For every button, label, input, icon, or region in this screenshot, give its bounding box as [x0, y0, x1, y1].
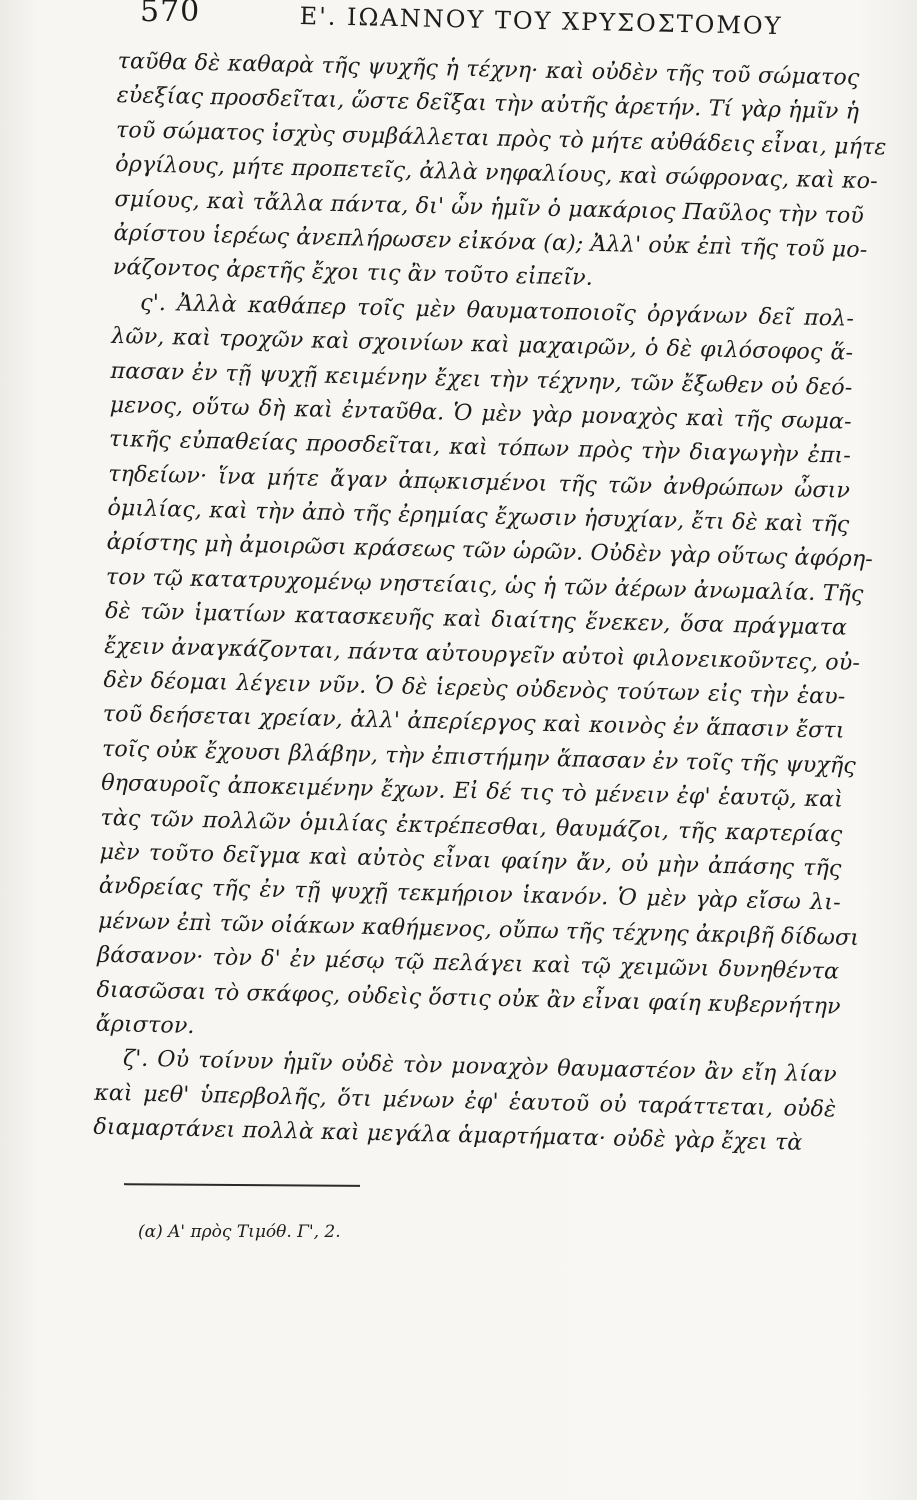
- page-header: [140, 0, 880, 44]
- text-line: ἀνδρείας τῆς ἐν τῇ ψυχῇ τεκμήριον ἱκανόν. Ὁ μὲν γὰρ εἴσω λι-: [98, 873, 841, 916]
- page-number: 570: [140, 0, 201, 29]
- footnote: (α) Α' πρὸς Τιμόθ. Γ', 2.: [138, 1222, 341, 1242]
- paragraph: [112, 44, 887, 302]
- text-line: λῶν, καὶ τροχῶν καὶ σχοινίων καὶ μαχαιρῶν, ὁ δὲ φιλόσοφος ἅ-: [111, 323, 854, 366]
- text-line: μενος, οὕτω δὴ καὶ ἐνταῦθα. Ὁ μὲν γὰρ μοναχὸς καὶ τῆς σωμα-: [109, 391, 852, 435]
- text-line: ὀργίλους, μήτε προπετεῖς, ἀλλὰ νηφαλίους, καὶ σώφρονας, καὶ κο-: [114, 151, 879, 195]
- text-line: τὰς τῶν πολλῶν ὁμιλίας ἐκτρέπεσθαι, θαυμάζοι, τῆς καρτερίας: [100, 804, 843, 848]
- text-line: τικῆς εὐπαθείας προσδεῖται, καὶ τόπων πρὸς τὴν διαγωγὴν ἐπι-: [108, 426, 852, 470]
- text-line: τηδείων· ἵνα μήτε ἄγαν ἀπῳκισμένοι τῆς τῶν ἀνθρώπων ὦσιν: [107, 460, 851, 504]
- footnote-rule: [124, 1183, 360, 1187]
- text-line: διαμαρτάνει πολλὰ καὶ μεγάλα ἁμαρτήματα· οὐδὲ γὰρ ἔχει τὰ: [93, 1113, 803, 1156]
- text-line: ἀρίστης μὴ ἀμοιρῶσι κράσεως τῶν ὡρῶν. Οὐδὲν γὰρ οὕτως ἀφόρη-: [106, 529, 874, 573]
- text-line: ὁμιλίας, καὶ τὴν ἀπὸ τῆς ἐρημίας ἔχωσιν ἡσυχίαν, ἔτι δὲ καὶ τῆς: [107, 494, 850, 538]
- text-line: εὐεξίας προσδεῖται, ὥστε δεῖξαι τὴν αὐτῆς ἀρετήν. Τί γὰρ ἡμῖν ἡ: [116, 82, 860, 126]
- body-text: [93, 44, 887, 1161]
- text-line: ἔχειν ἀναγκάζονται, πάντα αὐτουργεῖν αὐτοὶ φιλονεικοῦντες, οὐ-: [104, 632, 861, 676]
- text-line: νάζοντος ἀρετῆς ἔχοι τις ἂν τοῦτο εἰπεῖν.: [112, 254, 594, 292]
- text-line: δὲ τῶν ἱματίων κατασκευῆς καὶ διαίτης ἕνεκεν, ὅσα πράγματα: [104, 598, 848, 641]
- text-line: ς'. Ἀλλὰ καθάπερ τοῖς μὲν θαυματοποιοῖς ὀργάνων δεῖ πολ-: [139, 289, 855, 332]
- paragraph: [93, 1041, 837, 1161]
- text-line: ταῦθα δὲ καθαρὰ τῆς ψυχῆς ἡ τέχνη· καὶ οὐδὲν τῆς τοῦ σώματος: [117, 47, 860, 91]
- paragraph: [95, 285, 874, 1058]
- text-line: βάσανον· τὸν δ' ἐν μέσῳ τῷ πελάγει καὶ τῷ χειμῶνι δυνηθέντα: [97, 941, 840, 985]
- text-line: καὶ μεθ' ὑπερβολῆς, ὅτι μένων ἐφ' ἑαυτοῦ οὐ ταράττεται, οὐδὲ: [93, 1079, 837, 1123]
- text-line: μένων ἐπὶ τῶν οἰάκων καθήμενος, οὔπω τῆς τέχνης ἀκριβῆ δίδωσι: [97, 907, 860, 951]
- running-head: Ε'. ΙΩΑΝΝΟΥ ΤΟΥ ΧΡΥΣΟΣΤΟΜΟΥ: [299, 2, 783, 41]
- text-line: ἄριστον.: [95, 1010, 195, 1039]
- text-line: τον τῷ κατατρυχομένῳ νηστείαις, ὡς ἡ τῶν ἀέρων ἀνωμαλία. Τῆς: [105, 563, 864, 607]
- text-line: πασαν ἐν τῇ ψυχῇ κειμένην ἔχει τὴν τέχνην, τῶν ἔξωθεν οὐ δεό-: [110, 357, 853, 401]
- text-line: ἀρίστου ἱερέως ἀνεπλήρωσεν εἰκόνα (α); Ἀλλ' οὐκ ἐπὶ τῆς τοῦ μο-: [113, 219, 868, 264]
- text-line: θησαυροῖς ἀποκειμένην ἔχων. Εἰ δέ τις τὸ μένειν ἐφ' ἑαυτῷ, καὶ: [100, 770, 844, 813]
- text-line: ζ'. Οὐ τοίνυν ἡμῖν οὐδὲ τὸν μοναχὸν θαυμαστέον ἂν εἴη λίαν: [122, 1045, 838, 1088]
- text-line: τοῦ δεήσεται χρείαν, ἀλλ' ἀπερίεργος καὶ κοινὸς ἐν ἅπασιν ἔστι: [102, 701, 845, 745]
- text-line: τοῦ σώματος ἰσχὺς συμβάλλεται πρὸς τὸ μήτε αὐθάδεις εἶναι, μήτε: [115, 116, 887, 161]
- text-line: σμίους, καὶ τἄλλα πάντα, δι' ὧν ἡμῖν ὁ μακάριος Παῦλος τὴν τοῦ: [114, 185, 865, 229]
- text-line: μὲν τοῦτο δεῖγμα καὶ αὐτὸς εἶναι φαίην ἄν, οὐ μὴν ἀπάσης τῆς: [99, 838, 842, 882]
- text-line: τοῖς οὐκ ἔχουσι βλάβην, τὴν ἐπιστήμην ἅπασαν ἐν τοῖς τῆς ψυχῆς: [101, 735, 857, 779]
- text-line: δὲν δέομαι λέγειν νῦν. Ὁ δὲ ἱερεὺς οὐδενὸς τούτων εἰς τὴν ἑαυ-: [103, 666, 846, 710]
- text-line: διασῶσαι τὸ σκάφος, οὐδεὶς ὅστις οὐκ ἂν εἶναι φαίη κυβερνήτην: [96, 976, 841, 1020]
